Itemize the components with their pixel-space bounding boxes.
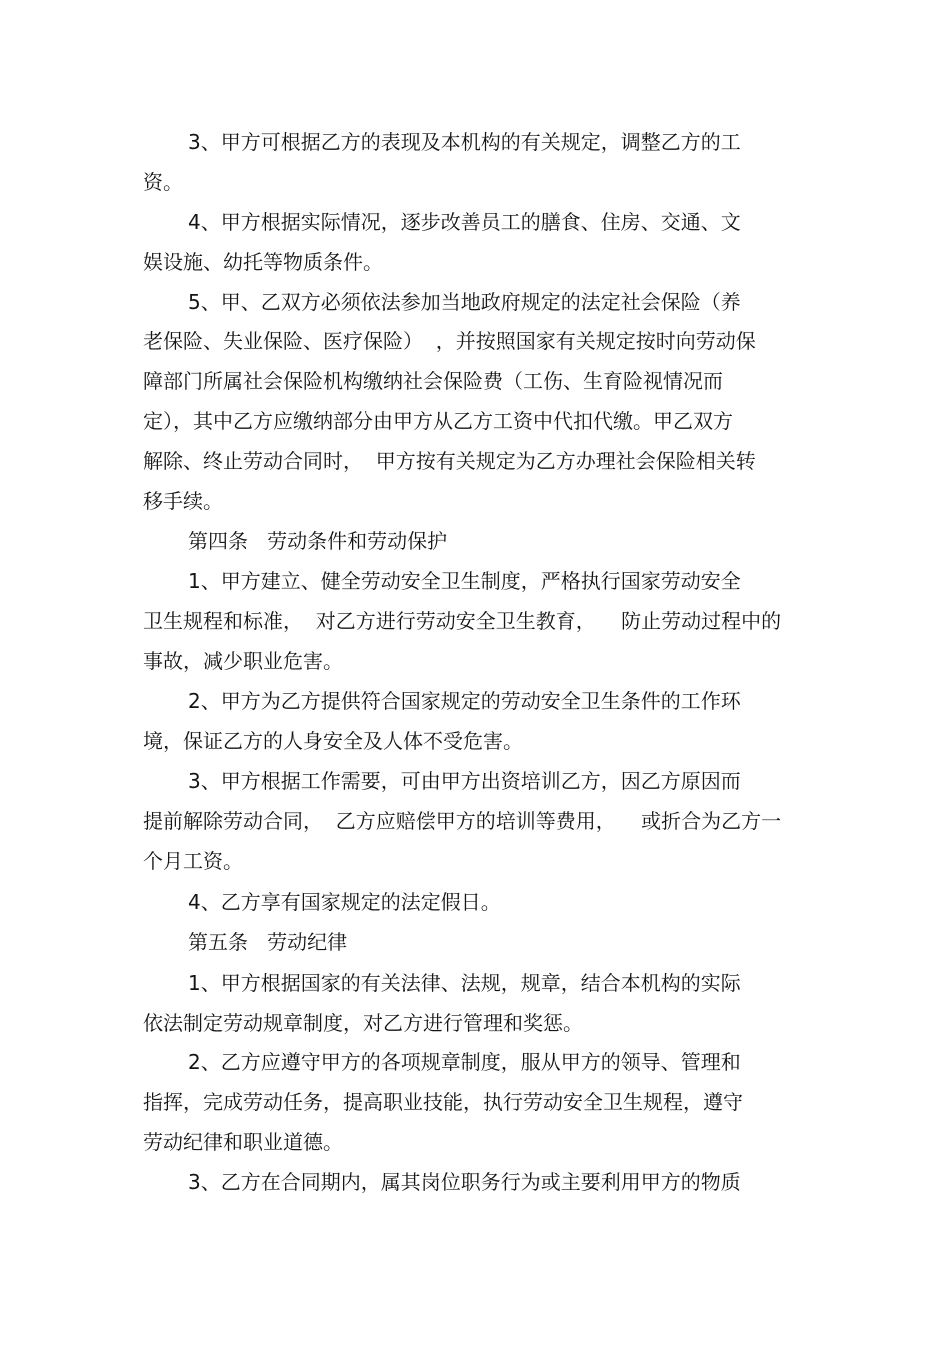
- text-line: 劳动纪律和职业道德。: [143, 1130, 343, 1154]
- text-line: 依法制定劳动规章制度，对乙方进行管理和奖惩。: [143, 1011, 583, 1035]
- text-line: 3、甲方根据工作需要，可由甲方出资培训乙方，因乙方原因而: [188, 769, 741, 793]
- text-line: 2、乙方应遵守甲方的各项规章制度，服从甲方的领导、管理和: [188, 1050, 741, 1074]
- text-line: 老保险、失业保险、医疗保险） ，并按照国家有关规定按时向劳动保: [143, 329, 756, 353]
- text-line: 娱设施、幼托等物质条件。: [143, 250, 383, 274]
- text-line: 提前解除劳动合同， 乙方应赔偿甲方的培训等费用， 或折合为乙方一: [143, 809, 782, 833]
- text-line: 指挥，完成劳动任务，提高职业技能，执行劳动安全卫生规程，遵守: [143, 1090, 743, 1114]
- section-heading: 第五条 劳动纪律: [188, 930, 348, 954]
- text-line: 5、甲、乙双方必须依法参加当地政府规定的法定社会保险（养: [188, 290, 741, 314]
- text-line: 资。: [143, 170, 183, 194]
- text-line: 境，保证乙方的人身安全及人体不受危害。: [143, 729, 523, 753]
- text-line: 障部门所属社会保险机构缴纳社会保险费（工伤、生育险视情况而: [143, 369, 723, 393]
- text-line: 1、甲方建立、健全劳动安全卫生制度，严格执行国家劳动安全: [188, 569, 741, 593]
- text-line: 个月工资。: [143, 849, 243, 873]
- text-line: 3、乙方在合同期内，属其岗位职务行为或主要利用甲方的物质: [188, 1170, 741, 1194]
- text-line: 1、甲方根据国家的有关法律、法规，规章，结合本机构的实际: [188, 971, 741, 995]
- text-line: 4、甲方根据实际情况，逐步改善员工的膳食、住房、交通、文: [188, 210, 741, 234]
- text-line: 卫生规程和标准， 对乙方进行劳动安全卫生教育， 防止劳动过程中的: [143, 609, 782, 633]
- text-line: 移手续。: [143, 489, 223, 513]
- text-line: 解除、终止劳动合同时， 甲方按有关规定为乙方办理社会保险相关转: [143, 449, 756, 473]
- text-line: 3、甲方可根据乙方的表现及本机构的有关规定，调整乙方的工: [188, 130, 741, 154]
- text-line: 2、甲方为乙方提供符合国家规定的劳动安全卫生条件的工作环: [188, 689, 741, 713]
- text-line: 4、乙方享有国家规定的法定假日。: [188, 890, 501, 914]
- text-line: 事故，减少职业危害。: [143, 649, 343, 673]
- section-heading: 第四条 劳动条件和劳动保护: [188, 529, 448, 553]
- text-line: 定），其中乙方应缴纳部分由甲方从乙方工资中代扣代缴。甲乙双方: [143, 409, 733, 433]
